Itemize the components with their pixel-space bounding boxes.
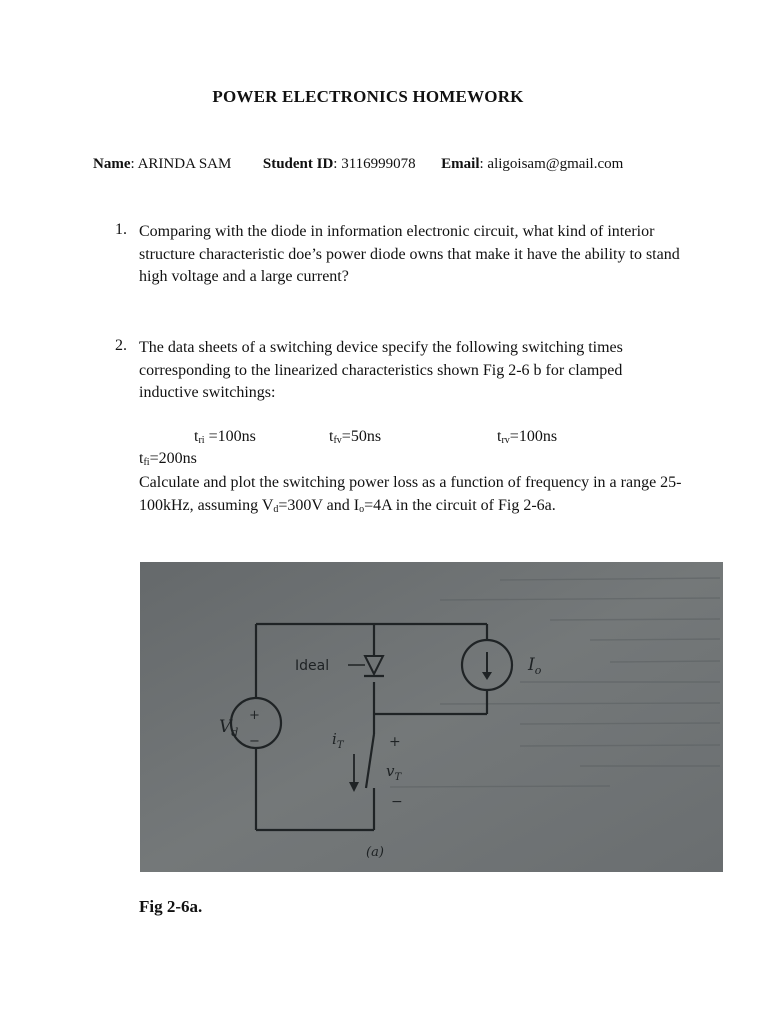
it-label: $i_T$ — [332, 730, 344, 751]
email-value: : aligoisam@gmail.com — [479, 156, 624, 172]
vt-label: $v_T$ — [386, 762, 402, 783]
question-2-intro: The data sheets of a switching device specify the following switching times corresponding to the linearized characteristics shown Fig 2-6 b for clamped inductive switchings: — [139, 339, 623, 401]
figure-subcaption: (a) — [366, 845, 384, 860]
time-tfv: $t_{fv}=50ns$ — [329, 428, 382, 446]
time-tfi: $t_{fi}=200ns$ — [139, 450, 197, 468]
document-title: POWER ELECTRONICS HOMEWORK — [212, 87, 524, 106]
io-label: $I_o$ — [528, 655, 542, 677]
time-tri: $t_{ri} =100ns$ — [194, 428, 256, 446]
ideal-label: Ideal — [295, 658, 330, 674]
student-info-line — [93, 156, 623, 173]
circuit-figure-photo — [140, 562, 723, 872]
vd-label: $V_d$ — [219, 717, 239, 739]
vt-plus: + — [389, 734, 401, 750]
question-1-number: 1. — [115, 221, 127, 238]
name-value: : ARINDA SAM — [130, 156, 232, 172]
question-2-number: 2. — [115, 337, 127, 354]
email-label: Email — [441, 156, 480, 172]
question-2-calculation: Calculate and plot the switching power loss as a function of frequency in a range 25-100kHz, assuming $V_d=300V$ and $I_o=4A$ in the circuit of Fig 2-6a. — [139, 474, 682, 515]
time-trv: $t_{rv}=100ns$ — [497, 428, 558, 446]
figure-caption: Fig 2-6a. — [139, 897, 203, 916]
student-id-label: Student ID — [262, 156, 334, 172]
vd-plus: + — [249, 708, 260, 723]
name-label: Name — [93, 156, 131, 172]
question-1-text: Comparing with the diode in information electronic circuit, what kind of interior structure characteristic doe’s power diode owns that make it have the ability to stand high voltage and a large current? — [139, 223, 680, 285]
vt-minus: − — [391, 794, 403, 810]
vd-minus: − — [249, 734, 260, 749]
student-id-value: : 3116999078 — [333, 156, 416, 172]
